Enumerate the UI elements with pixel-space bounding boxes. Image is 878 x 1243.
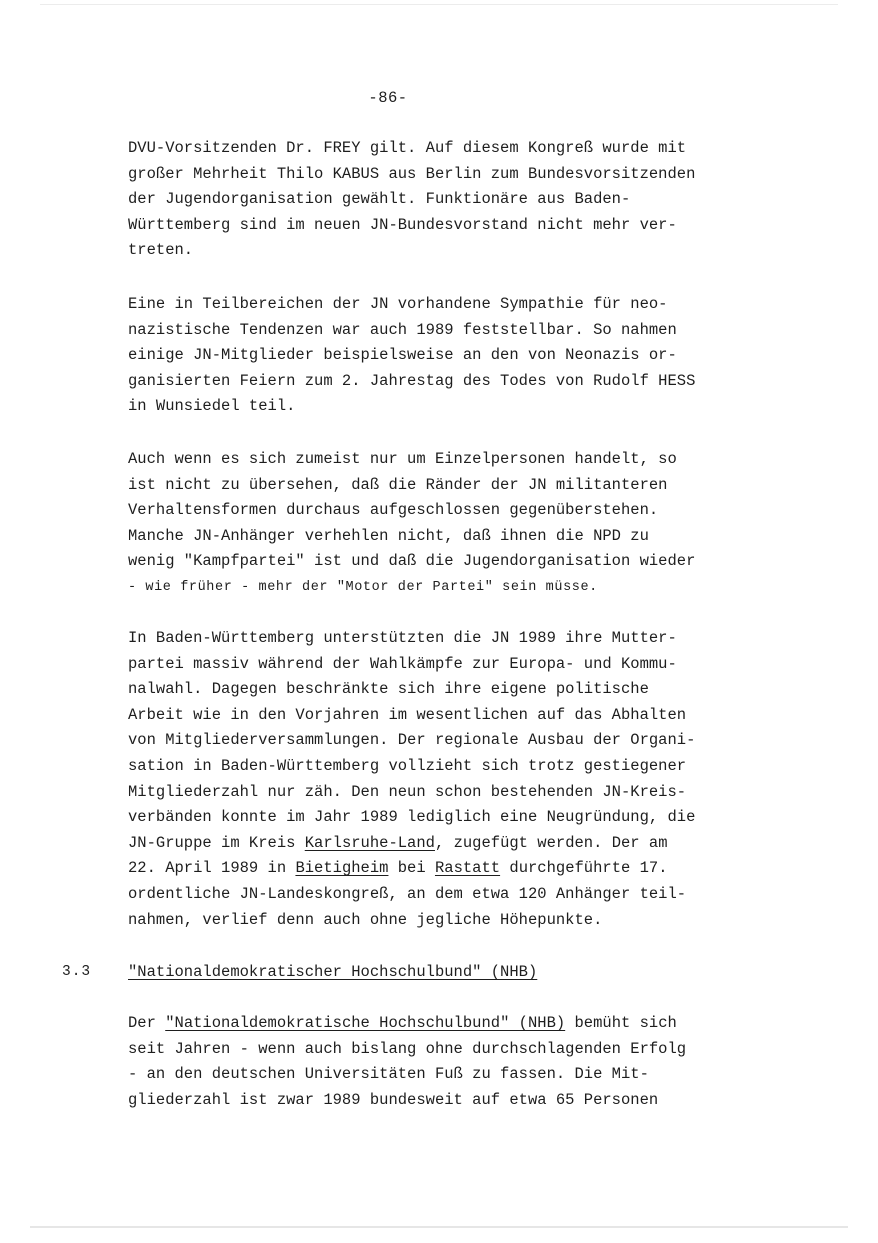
text-line: wenig "Kampfpartei" ist und daß die Jugendorganisation wieder: [128, 552, 696, 571]
text-fragment: JN-Gruppe im Kreis: [128, 833, 305, 852]
text-line: Württemberg sind im neuen JN-Bundesvorstand nicht mehr ver-: [128, 215, 677, 234]
scan-bottom-edge: [30, 1226, 848, 1228]
text-line: ist nicht zu übersehen, daß die Ränder der JN militanteren: [128, 475, 668, 494]
section-number: 3.3: [62, 964, 92, 980]
text-line: nazistische Tendenzen war auch 1989 feststellbar. So nahmen: [128, 320, 677, 339]
text-line: Mitgliederzahl nur zäh. Den neun schon bestehenden JN-Kreis-: [128, 782, 687, 801]
paragraph-3: [128, 447, 778, 601]
section-heading: [0, 960, 878, 986]
text-line: [128, 856, 778, 882]
underlined-place-karlsruhe-land: Karlsruhe-Land: [304, 833, 435, 852]
text-line: partei massiv während der Wahlkämpfe zur Europa- und Kommu-: [128, 654, 677, 673]
paragraph-2: [128, 292, 778, 420]
paragraph-5: [128, 1011, 778, 1113]
text-line: [128, 831, 778, 857]
paragraph-1: [128, 136, 778, 264]
text-line: von Mitgliederversammlungen. Der regionale Ausbau der Organi-: [128, 731, 696, 750]
text-line: gliederzahl ist zwar 1989 bundesweit auf etwa 65 Personen: [128, 1090, 659, 1109]
text-line: Manche JN-Anhänger verhehlen nicht, daß ihnen die NPD zu: [128, 526, 649, 545]
text-line: DVU-Vorsitzenden Dr. FREY gilt. Auf diesem Kongreß wurde mit: [128, 139, 687, 157]
underlined-organisation-name: "Nationaldemokratische Hochschulbund" (NHB): [165, 1014, 566, 1032]
text-line: großer Mehrheit Thilo KABUS aus Berlin zum Bundesvorsitzenden: [128, 164, 696, 183]
text-line: ordentliche JN-Landeskongreß, an dem etwa 120 Anhänger teil-: [128, 884, 687, 903]
text-line: in Wunsiedel teil.: [128, 397, 296, 416]
text-line: - an den deutschen Universitäten Fuß zu fassen. Die Mit-: [128, 1065, 649, 1084]
text-fragment: bei: [388, 859, 435, 878]
text-fragment: Der: [128, 1014, 166, 1032]
paragraph-4: [128, 626, 778, 933]
underlined-place-bietigheim: Bietigheim: [295, 859, 389, 878]
section-title: "Nationaldemokratischer Hochschulbund" (NHB): [128, 963, 538, 981]
page-number: -86-: [368, 89, 408, 107]
text-line: nalwahl. Dagegen beschränkte sich ihre eigene politische: [128, 680, 649, 699]
text-fragment: durchgeführte 17.: [500, 859, 668, 878]
text-line: In Baden-Württemberg unterstützten die JN 1989 ihre Mutter-: [128, 629, 677, 647]
scan-top-edge: [40, 4, 838, 5]
underlined-place-rastatt: Rastatt: [434, 859, 501, 878]
text-line: Eine in Teilbereichen der JN vorhandene Sympathie für neo-: [128, 295, 668, 313]
text-line: Verhaltensformen durchaus aufgeschlossen gegenüberstehen.: [128, 501, 659, 520]
text-line: der Jugendorganisation gewählt. Funktionäre aus Baden-: [128, 190, 631, 209]
text-line: - wie früher - mehr der "Motor der Partei" sein müsse.: [128, 579, 598, 595]
text-line: nahmen, verlief denn auch ohne jegliche Höhepunkte.: [128, 910, 603, 929]
text-fragment: 22. April 1989 in: [128, 859, 296, 878]
text-fragment: bemüht sich: [565, 1014, 677, 1032]
text-line: treten.: [128, 241, 194, 260]
text-line: seit Jahren - wenn auch bislang ohne durchschlagenden Erfolg: [128, 1039, 687, 1058]
text-line: [128, 1011, 778, 1037]
text-line: sation in Baden-Württemberg vollzieht sich trotz gestiegener: [128, 756, 687, 775]
text-line: Auch wenn es sich zumeist nur um Einzelpersonen handelt, so: [128, 450, 677, 468]
text-fragment: , zugefügt werden. Der am: [434, 833, 668, 852]
text-line: einige JN-Mitglieder beispielsweise an den von Neonazis or-: [128, 346, 677, 365]
text-line: ganisierten Feiern zum 2. Jahrestag des Todes von Rudolf HESS: [128, 371, 696, 390]
text-line: Arbeit wie in den Vorjahren im wesentlichen auf das Abhalten: [128, 705, 687, 724]
text-line: verbänden konnte im Jahr 1989 lediglich eine Neugründung, die: [128, 808, 696, 827]
